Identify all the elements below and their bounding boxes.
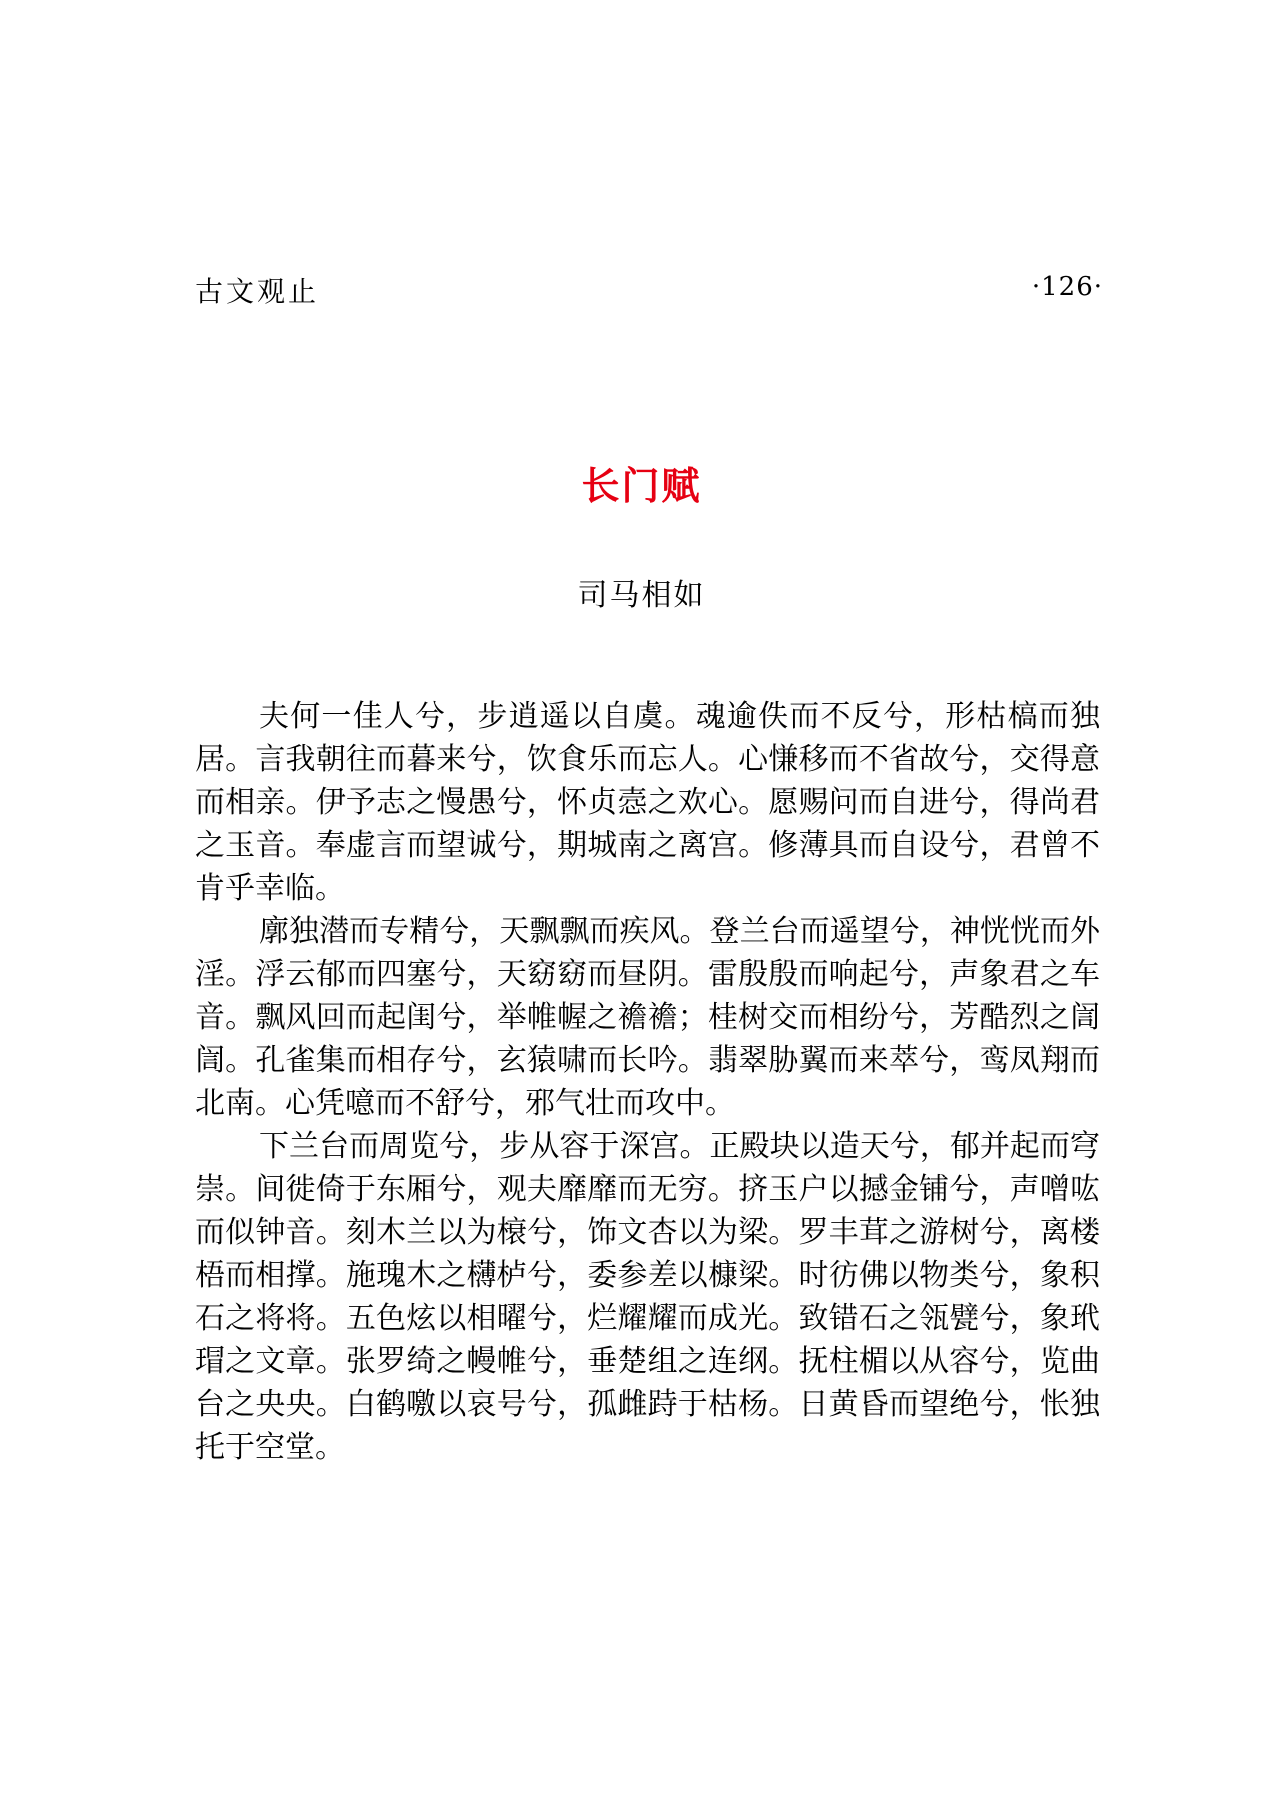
paragraph: 下兰台而周览兮，步从容于深宫。正殿块以造天兮，郁并起而穹崇。间徙倚于东厢兮，观夫靡靡而无穷。挤玉户以撼金铺兮，声噌吰而似钟音。刻木兰以为榱兮，饰文杏以为梁。罗丰茸之游树兮，离楼梧而相撑。施瑰木之欂栌兮，委参差以槺梁。时彷佛以物类兮，象积石之将将。五色炫以相曜兮，烂耀耀而成光。致错石之瓴甓兮，象玳瑁之文章。张罗绮之幔帷兮，垂楚组之连纲。抚柱楣以从容兮，览曲台之央央。白鹤噭以哀号兮，孤雌跱于枯杨。日黄昏而望绝兮，怅独托于空堂。 [195, 1129, 1100, 1465]
article-author: 司马相如 [577, 578, 706, 613]
paragraph: 夫何一佳人兮，步逍遥以自虞。魂逾佚而不反兮，形枯槁而独居。言我朝往而暮来兮，饮食乐而忘人。心慊移而不省故兮，交得意而相亲。伊予志之慢愚兮，怀贞悫之欢心。愿赐问而自进兮，得尚君之玉音。奉虚言而望诚兮，期城南之离宫。修薄具而自设兮，君曾不肯乎幸临。 [195, 699, 1100, 906]
paragraph: 廓独潜而专精兮，天飘飘而疾风。登兰台而遥望兮，神恍恍而外淫。浮云郁而四塞兮，天窈窈而昼阴。雷殷殷而响起兮，声象君之车音。飘风回而起闺兮，举帷幄之襜襜；桂树交而相纷兮，芳酷烈之訚訚。孔雀集而相存兮，玄猿啸而长吟。翡翠胁翼而来萃兮，鸾凤翔而北南。心凭噫而不舒兮，邪气壮而攻中。 [195, 914, 1100, 1121]
running-head-book-title: 古文观止 [195, 275, 320, 308]
article-body [195, 695, 1100, 1469]
page-number: ·126· [1031, 272, 1103, 302]
article-title: 长门赋 [581, 464, 702, 508]
